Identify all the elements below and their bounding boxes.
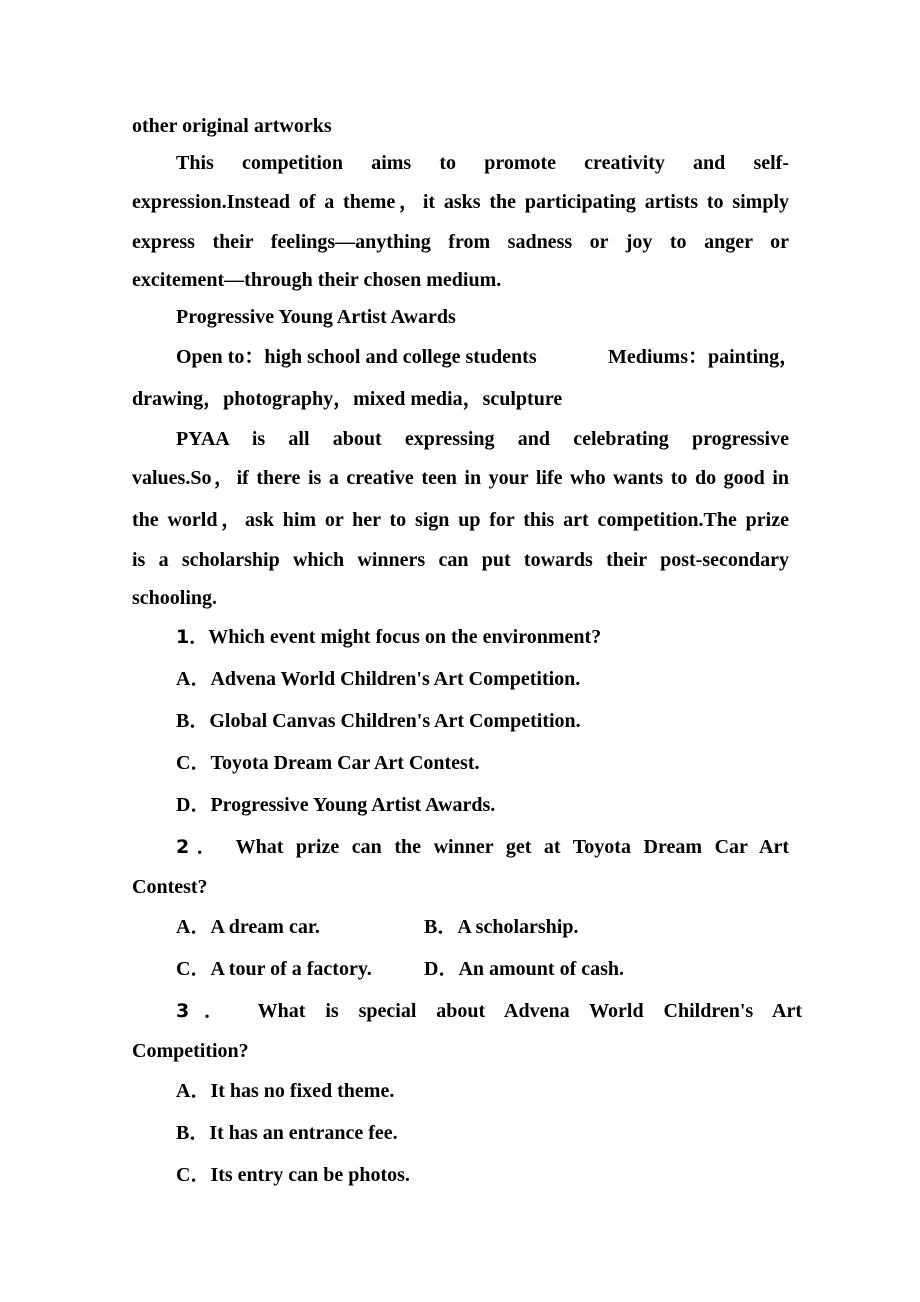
paragraph-line: excitement—through their chosen medium.	[132, 269, 502, 291]
paragraph-line: This competition aims to promote creativity and self-	[176, 152, 789, 174]
paragraph-line: values.So，if there is a creative teen in your life who wants to do good in	[132, 467, 789, 489]
question-number: 1．	[176, 626, 209, 648]
question-stem: What is special about Advena World Children's Art	[257, 1000, 802, 1022]
paragraph-line: is a scholarship which winners can put towards their post-secondary	[132, 549, 789, 571]
question-number: 3．	[176, 1000, 239, 1022]
question-stem: Which event might focus on the environment?	[208, 626, 602, 648]
question-stem: Competition?	[132, 1040, 249, 1062]
question-stem: What prize can the winner get at Toyota Dream Car Art	[235, 836, 789, 858]
mediums-text: drawing，photography，mixed media，sculpture	[132, 388, 563, 410]
option-1a: A．Advena World Children's Art Competition.	[176, 668, 581, 690]
paragraph-line: the world，ask him or her to sign up for this art competition.The prize	[132, 509, 789, 531]
option-1d: D．Progressive Young Artist Awards.	[176, 794, 496, 816]
question-number: 2．	[176, 836, 224, 858]
option-2c: C．A tour of a factory.	[176, 958, 372, 980]
option-3b: B．It has an entrance fee.	[176, 1122, 398, 1144]
option-2a: A．A dream car.	[176, 916, 320, 938]
paragraph-line: other original artworks	[132, 115, 332, 137]
option-2d: D．An amount of cash.	[424, 958, 625, 980]
option-3c: C．Its entry can be photos.	[176, 1164, 410, 1186]
option-1b: B．Global Canvas Children's Art Competition.	[176, 710, 581, 732]
option-2b: B．A scholarship.	[424, 916, 579, 938]
section-title: Progressive Young Artist Awards	[176, 306, 456, 328]
question-3	[176, 999, 802, 1023]
option-1c: C．Toyota Dream Car Art Contest.	[176, 752, 480, 774]
question-2	[176, 835, 789, 859]
paragraph-line: express their feelings—anything from sadness or joy to anger or	[132, 231, 789, 253]
question-stem: Contest?	[132, 876, 208, 898]
option-3a: A．It has no fixed theme.	[176, 1080, 395, 1102]
eligibility-text: Open to：high school and college students	[176, 346, 537, 368]
question-1	[176, 625, 789, 649]
paragraph-line: schooling.	[132, 587, 218, 609]
mediums-text: Mediums：painting，	[608, 346, 800, 368]
paragraph-line: expression.Instead of a theme，it asks the participating artists to simply	[132, 191, 789, 213]
paragraph-line: PYAA is all about expressing and celebrating progressive	[176, 428, 789, 450]
